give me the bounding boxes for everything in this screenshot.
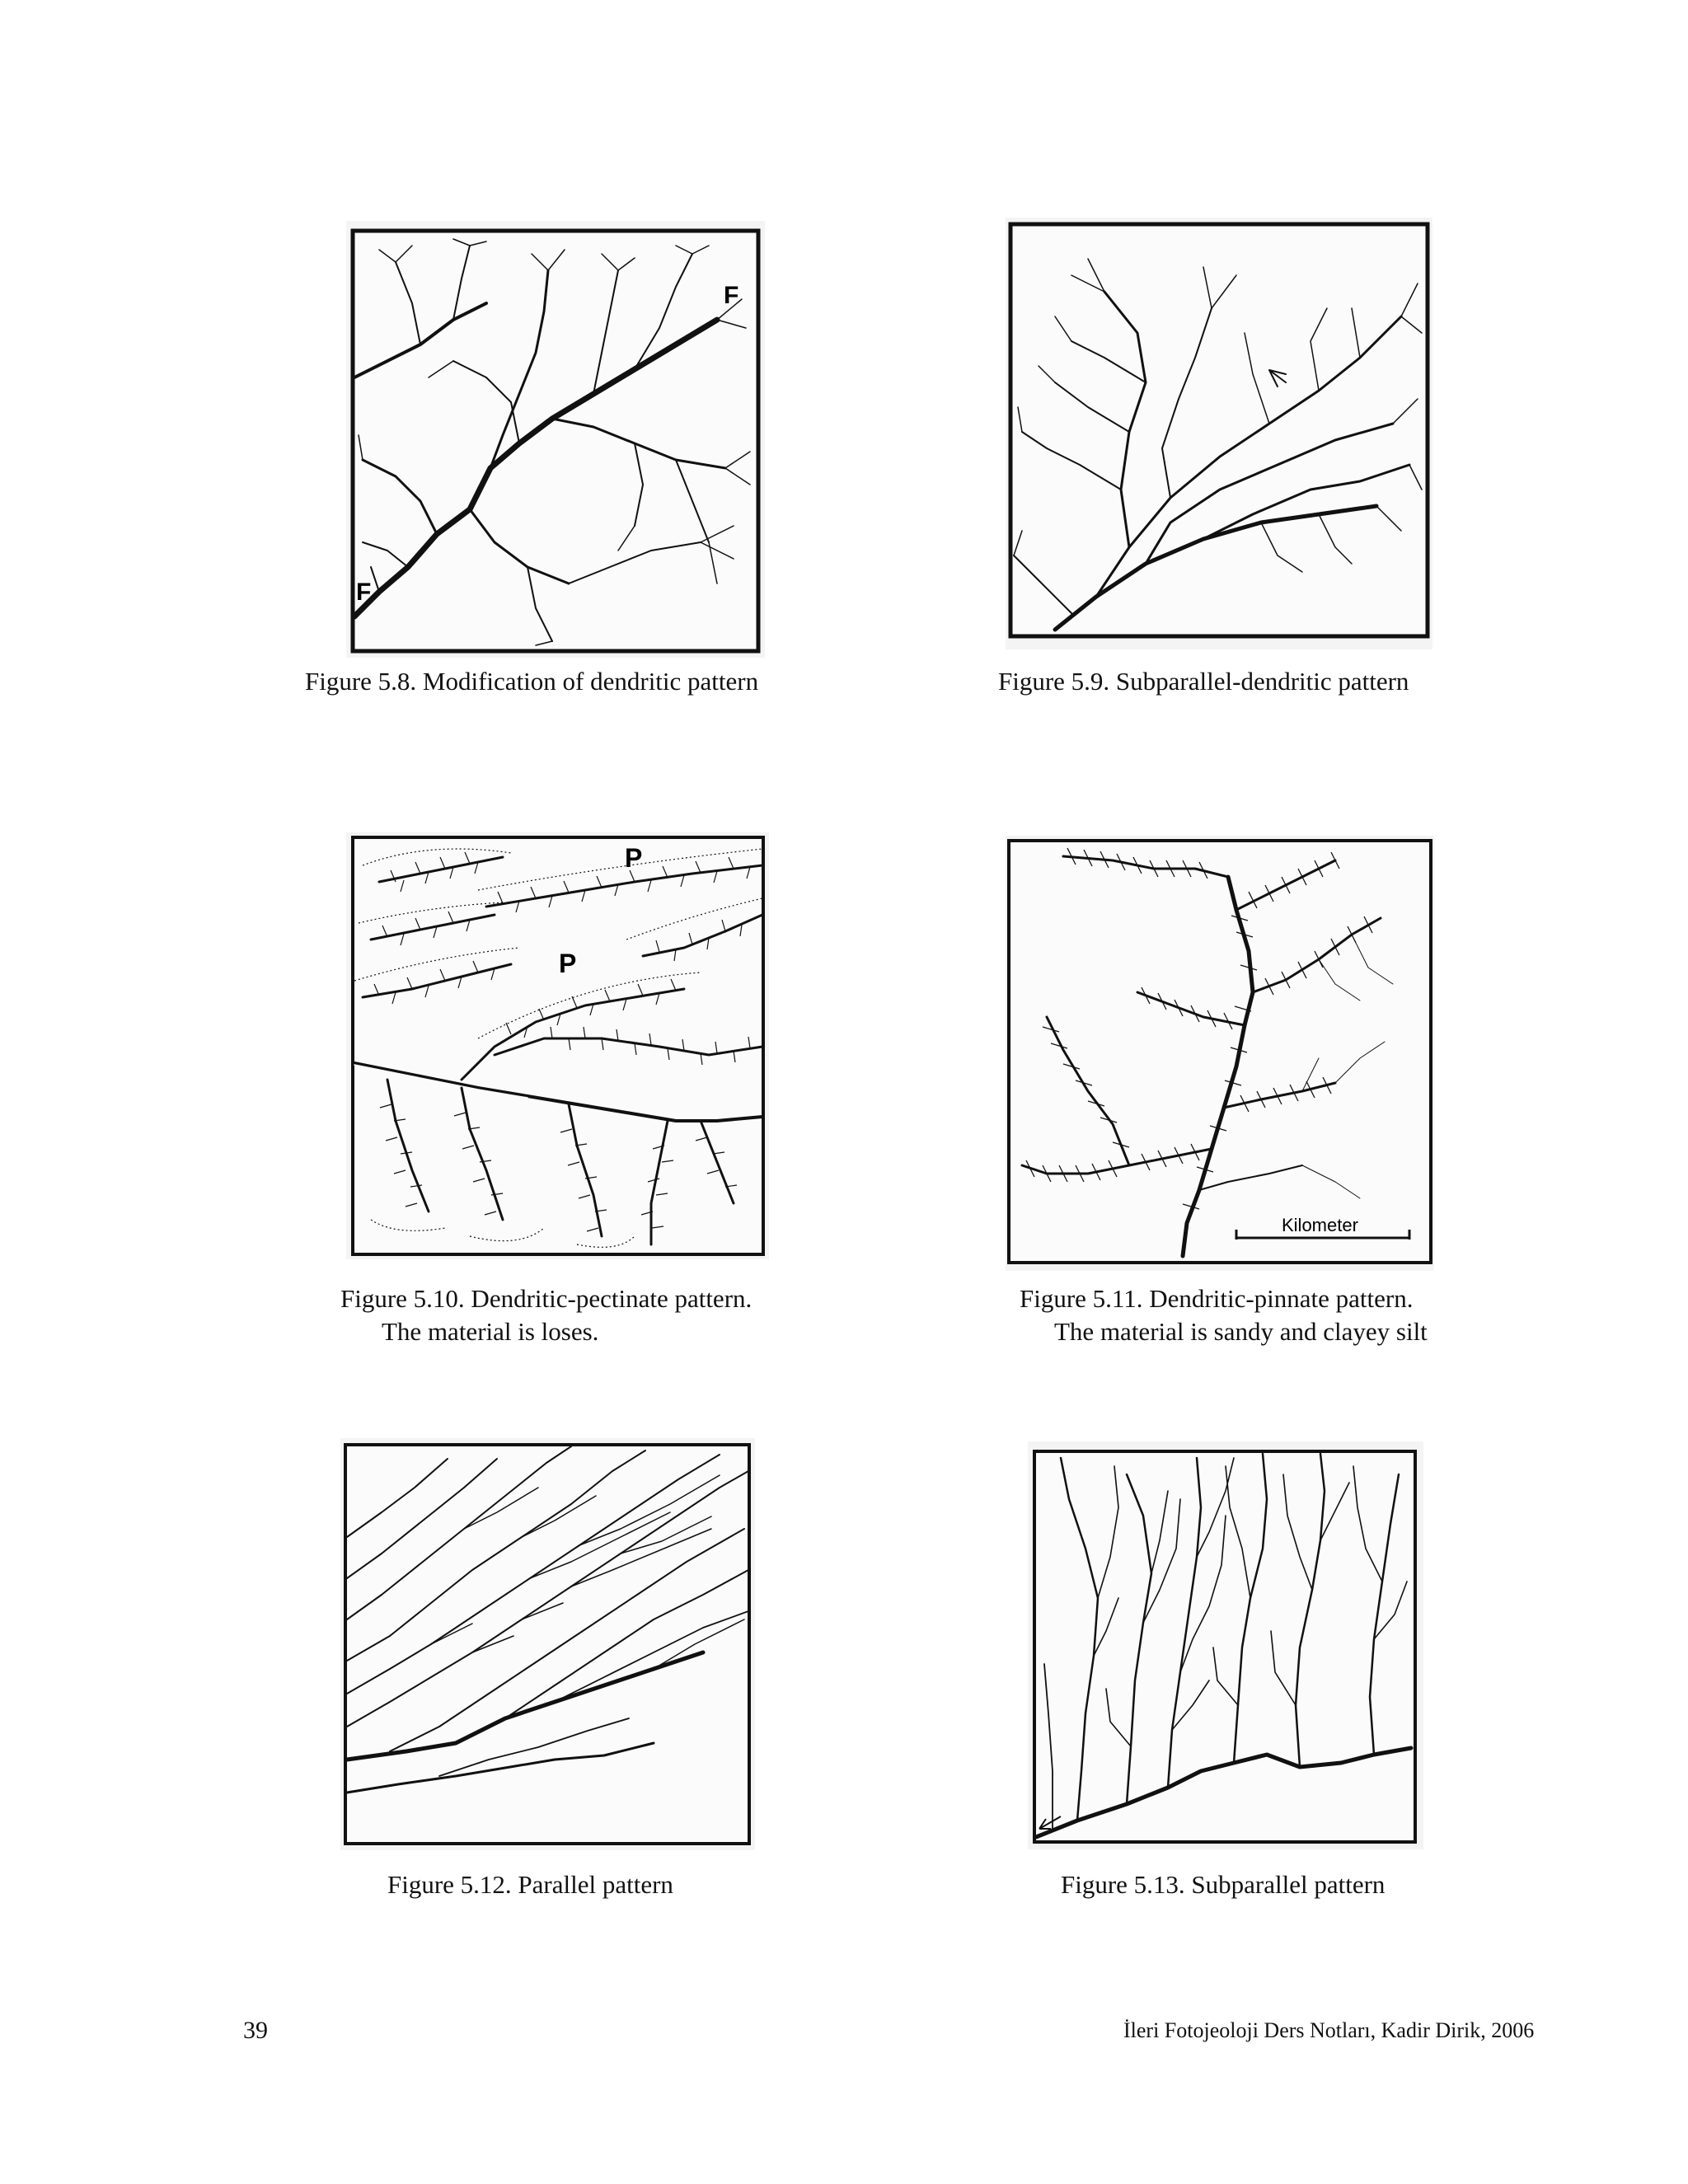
subparallel-pattern-drawing xyxy=(1028,1441,1423,1849)
figure-5-11-caption xyxy=(1020,1282,1428,1348)
dendritic-pectinate-drawing xyxy=(346,832,769,1259)
dendritic-modified-drawing xyxy=(346,221,765,658)
figure-5-9-image xyxy=(1006,218,1432,649)
footer-credit: İleri Fotojeoloji Ders Notları, Kadir Dirik, 2006 xyxy=(1123,2018,1535,2042)
figure-5-13-image xyxy=(1028,1441,1423,1849)
figure-5-9-caption: Figure 5.9. Subparallel-dendritic pattern xyxy=(998,667,1409,696)
figure-5-11-caption-line-1: Figure 5.11. Dendritic-pinnate pattern. xyxy=(1020,1284,1414,1313)
figure-5-11-caption-line-2: The material is sandy and clayey silt xyxy=(1054,1317,1428,1346)
figure-5-8-image xyxy=(346,221,765,658)
figure-5-8-label-f-bottom: F xyxy=(356,579,372,606)
figure-5-11-image xyxy=(1006,836,1434,1271)
figure-5-10-caption-line-2: The material is loses. xyxy=(382,1317,599,1346)
figure-5-10-label-p-middle: P xyxy=(559,949,577,978)
figure-5-12-caption: Figure 5.12. Parallel pattern xyxy=(387,1870,673,1899)
figure-5-13-caption: Figure 5.13. Subparallel pattern xyxy=(1061,1870,1386,1899)
parallel-pattern-drawing xyxy=(340,1438,755,1850)
figure-5-10-label-p-top: P xyxy=(625,843,643,873)
figure-5-10-caption xyxy=(340,1282,752,1348)
figure-5-11-scale-label: Kilometer xyxy=(1282,1215,1358,1235)
subparallel-dendritic-drawing xyxy=(1006,218,1432,649)
figure-5-8-label-f-top: F xyxy=(724,282,739,309)
page-number: 39 xyxy=(243,2017,268,2044)
figure-5-8-caption: Figure 5.8. Modification of dendritic pattern xyxy=(305,667,759,696)
figure-5-10-caption-line-1: Figure 5.10. Dendritic-pectinate pattern. xyxy=(340,1284,753,1313)
figure-5-12-image xyxy=(340,1438,755,1850)
dendritic-pinnate-drawing xyxy=(1006,836,1434,1271)
figure-5-10-image xyxy=(346,832,769,1259)
